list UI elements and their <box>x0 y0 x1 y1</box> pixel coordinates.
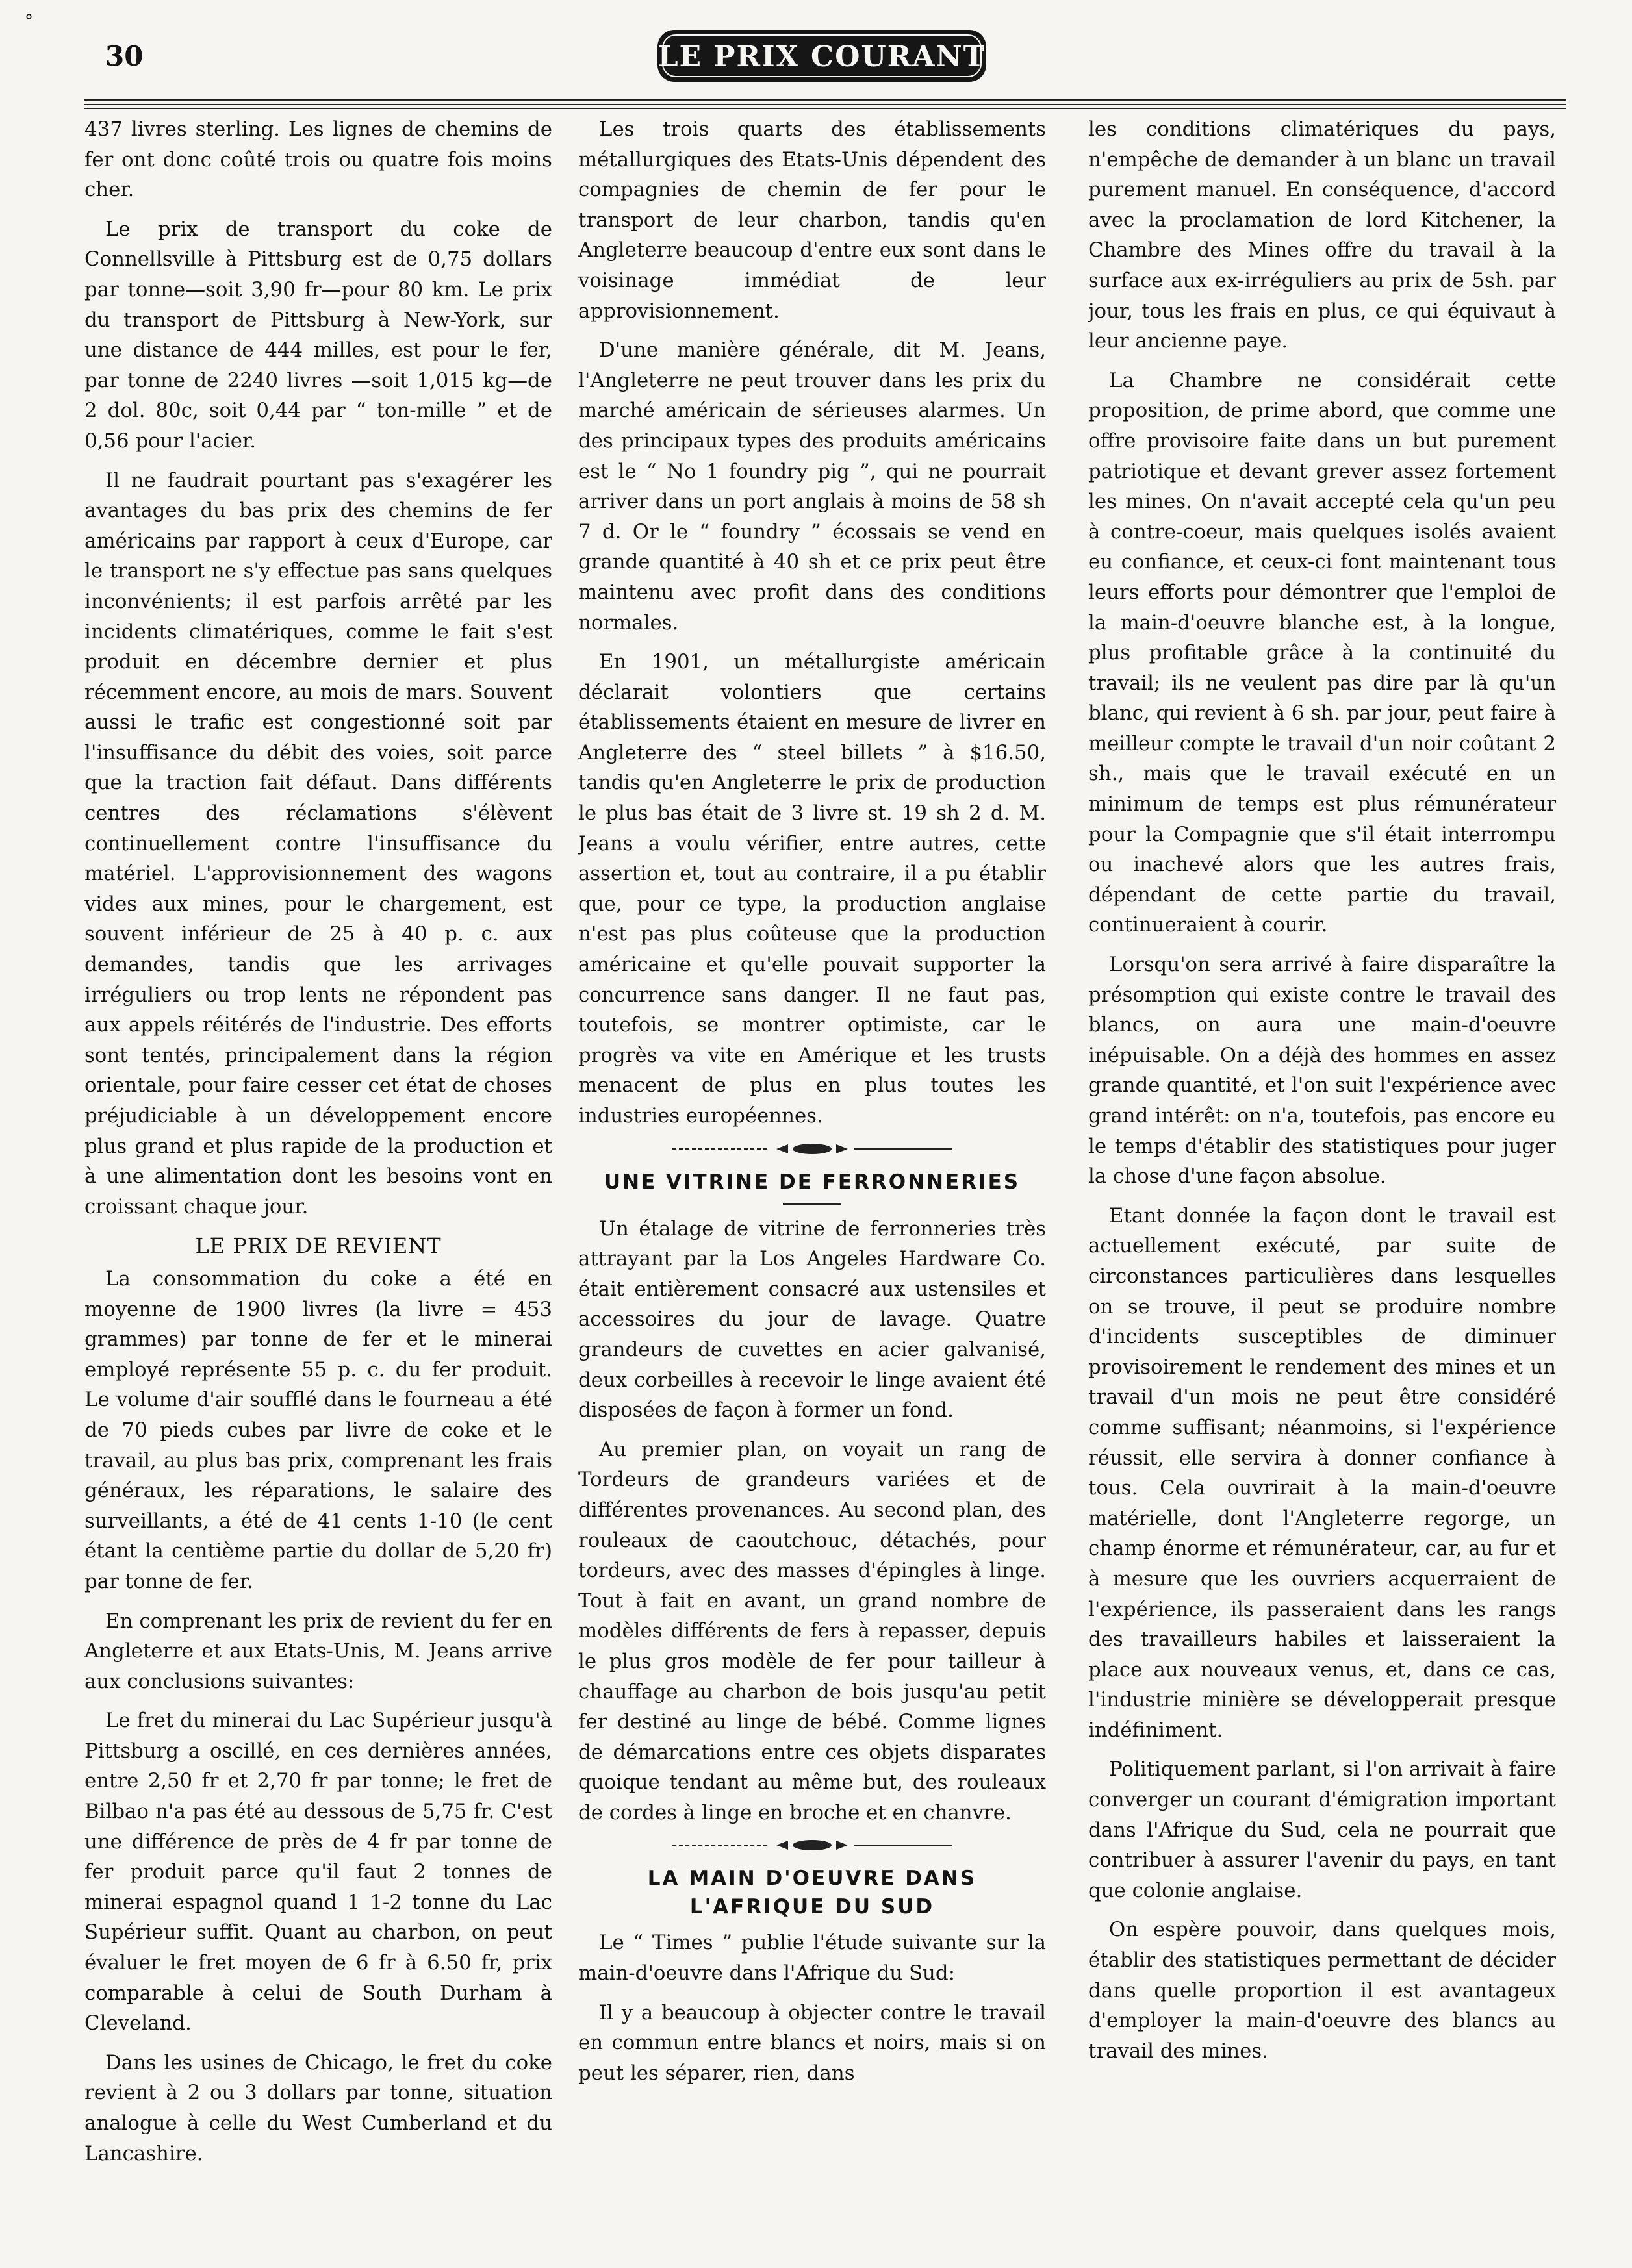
paragraph: les conditions climatériques du pays, n'empêche de demander à un blanc un travail purement manuel. En conséquence, d'accord avec la proclamation de lord Kitchener, la Chambre des Mines offre du travail à la surface aux ex-irréguliers au prix de 5sh. par jour, tous les frais en plus, ce qui équivaut à leur ancienne paye. <box>1088 118 1556 353</box>
masthead-text: LE PRIX COURANT <box>657 40 986 73</box>
heading-underline <box>783 1203 841 1205</box>
section-heading-vitrine: UNE VITRINE DE FERRONNERIES <box>604 1170 1021 1194</box>
paragraph: La consommation du coke a été en moyenne de 1900 livres (la livre = 453 grammes) par tonne de fer et le minerai employé représente 55 p. c. du fer produit. Le volume d'air soufflé dans le fourneau a été de 70 pieds cubes par livre de coke et le travail, au plus bas prix, comprenant les frais généraux, les réparations, le salaire des surveillants, a été de 41 cents 1-10 (le cent étant la centième partie du dollar de 5,20 fr) par tonne de fer. <box>84 1266 552 1593</box>
paragraph: En comprenant les prix de revient du fer en Angleterre et aux Etats-Unis, M. Jeans arrive aux conclusions suivantes: <box>84 1609 552 1693</box>
header-rule-bottom <box>84 108 1566 109</box>
column-2 <box>578 114 1046 2251</box>
paragraph: Dans les usines de Chicago, le fret du coke revient à 2 ou 3 dollars par tonne, situation analogue à celle du West Cumberland et du Lancashire. <box>84 2050 552 2165</box>
page-number: 30 <box>105 40 144 72</box>
corner-mark: ° <box>25 12 33 31</box>
paragraph: Il ne faudrait pourtant pas s'exagérer les avantages du bas prix des chemins de fer américains par rapport à ceux d'Europe, car le transport ne s'y effectue pas sans quelques inconvénients; il est parfois arrêté par les incidents climatériques, comme le fait s'est produit en décembre dernier et plus récemment encore, au mois de mars. Souvent aussi le trafic est congestionné soit par l'insuffisance du débit des voies, soit parce que la traction fait défaut. Dans différents centres des réclamations s'élèvent continuellement contre l'insuffisance du matériel. L'approvisionnement des wagons vides aux mines, pour le chargement, est souvent inférieur de 25 à 40 p. c. aux demandes, tandis que les arrivages irréguliers ou trop lents ne répondent pas aux appels réitérés de l'industrie. Des efforts sont tentés, principalement dans la région orientale, pour faire cesser cet état de choses préjudiciable à un développement encore plus grand et plus rapide de la production et à une alimentation dont les besoins vont en croissant chaque jour. <box>84 468 552 1218</box>
paragraph: D'une manière générale, dit M. Jeans, l'Angleterre ne peut trouver dans les prix du marché américain de sérieuses alarmes. Un des principaux types des produits américains est le “ No 1 foundry pig ”, qui ne pourrait arriver dans un port anglais à moins de 58 sh 7 d. Or le “ foundry ” écossais se vend en grande quantité à 40 sh et ce prix peut être maintenu avec profit dans des conditions normales. <box>578 338 1046 635</box>
column-1 <box>84 114 552 2251</box>
section-heading-main-doeuvre: LA MAIN D'OEUVRE DANS L'AFRIQUE DU SUD <box>647 1867 977 1919</box>
column-3 <box>1088 114 1556 2251</box>
subheading-prix-de-revient: LE PRIX DE REVIENT <box>195 1233 442 1259</box>
paragraph: Il y a beaucoup à objecter contre le travail en commun entre blancs et noirs, mais si on peut les séparer, rien, dans <box>578 2000 1046 2085</box>
paragraph: Le fret du minerai du Lac Supérieur jusqu'à Pittsburg a oscillé, en ces dernières années, entre 2,50 fr et 2,70 fr par tonne; le fret de Bilbao n'a pas été au dessous de 5,75 fr. C'est une différence de près de 4 fr par tonne de fer produit parce qu'il faut 2 tonnes de minerai espagnol quand 1 1-2 tonne du Lac Supérieur suffit. Quant au charbon, on peut évaluer le fret moyen de 6 fr à 6.50 fr, prix comparable à celui de South Durham à Cleveland. <box>84 1709 552 2035</box>
paragraph: Le “ Times ” publie l'étude suivante sur la main-d'oeuvre dans l'Afrique du Sud: <box>578 1931 1046 1985</box>
paragraph: Les trois quarts des établissements métallurgiques des Etats-Unis dépendent des compagnies de chemin de fer pour le transport de leur charbon, tandis qu'en Angleterre beaucoup d'entre eux sont dans le voisinage immédiat de leur approvisionnement. <box>578 118 1046 323</box>
paragraph: 437 livres sterling. Les lignes de chemins de fer ont donc coûté trois ou quatre fois moins cher. <box>84 118 552 202</box>
paragraph: La Chambre ne considérait cette proposition, de prime abord, que comme une offre provisoire faite dans un but purement patriotique et devant grever assez fortement les mines. On n'avait accepté cela qu'un peu à contre-coeur, mais quelques isolés avaient eu confiance, et ceux-ci font maintenant tous leurs efforts pour démontrer que l'emploi de la main-d'oeuvre blanche est, à la longue, plus profitable grâce à la continuité du travail; ils ne veulent pas dire par là qu'un blanc, qui revient à 6 sh. par jour, peut faire à meilleur compte le travail d'un noir coûtant 2 sh., mais que le travail exécuté en un minimum de temps est plus rémunérateur pour la Compagnie que s'il était interrompu ou inachevé alors que les autres frais, dépendant de cette partie du travail, continueraient à courir. <box>1088 368 1556 937</box>
header-rule-top <box>84 99 1566 101</box>
section-divider-ornament <box>672 1142 952 1156</box>
section-divider-ornament <box>672 1838 952 1852</box>
paragraph: Etant donnée la façon dont le travail est actuellement exécuté, par suite de circonstances particulières dans lesquelles on se trouve, il peut se produire nombre d'incidents susceptibles de diminuer provisoirement le rendement des mines et un travail d'un mois ne peut être considéré comme suffisant; néanmoins, si l'expérience réussit, elle servira à donner confiance à tous. Cela ouvrirait à la main-d'oeuvre matérielle, dont l'Angleterre regorge, un champ énorme et rémunérateur, car, au fur et à mesure que les ouvriers acquerraient de l'expérience, ils passeraient dans les rangs des travailleurs habiles et laisseraient la place aux nouveaux venus, et, dans ce cas, l'industrie minière se développerait presque indéfiniment. <box>1088 1203 1556 1742</box>
paragraph: Politiquement parlant, si l'on arrivait à faire converger un courant d'émigration important dans l'Afrique du Sud, cela ne pourrait que contribuer à assurer l'avenir du pays, en tant que colonie anglaise. <box>1088 1758 1556 1902</box>
paragraph: Au premier plan, on voyait un rang de Tordeurs de grandeurs variées et de différentes provenances. Au second plan, des rouleaux de caoutchouc, détachés, pour tordeurs, avec des masses d'épingles à linge. Tout à fait en avant, un grand nombre de modèles différents de fers à repasser, depuis le plus gros modèle de fer pour tailleur à chauffage au charbon de bois jusqu'au petit fer destiné au linge de bébé. Comme lignes de démarcations entre ces objets disparates quoique tendant au même but, des rouleaux de cordes à linge en broche et en chanvre. <box>578 1437 1046 1824</box>
paragraph: Lorsqu'on sera arrivé à faire disparaître la présomption qui existe contre le travail des blancs, on aura une main-d'oeuvre inépuisable. On a déjà des hommes en assez grande quantité, et l'on suit l'expérience avec grand intérêt: on n'a, toutefois, pas encore eu le temps d'établir des statistiques pour juger la chose d'une façon absolue. <box>1088 953 1556 1189</box>
header-rule-middle <box>84 104 1566 105</box>
paragraph: Le prix de transport du coke de Connellsville à Pittsburg est de 0,75 dollars par tonne—soit 3,90 fr—pour 80 km. Le prix du transport de Pittsburg à New-York, sur une distance de 444 milles, est pour le fer, par tonne de 2240 livres —soit 1,015 kg—de 2 dol. 80c, soit 0,44 par “ ton-mille ” et de 0,56 pour l'acier. <box>84 217 552 453</box>
paragraph: Un étalage de vitrine de ferronneries très attrayant par la Los Angeles Hardware Co. était entièrement consacré aux ustensiles et accessoires du jour de lavage. Quatre grandeurs de cuvettes en acier galvanisé, deux corbeilles à recevoir le linge avaient été disposées de façon à former un fond. <box>578 1216 1046 1422</box>
paragraph: On espère pouvoir, dans quelques mois, établir des statistiques permettant de décider dans quelle proportion il est avantageux d'employer la main-d'oeuvre des blancs au travail des mines. <box>1088 1918 1556 2063</box>
masthead-logo <box>656 26 988 86</box>
paragraph: En 1901, un métallurgiste américain déclarait volontiers que certains établissements étaient en mesure de livrer en Angleterre des “ steel billets ” à $16.50, tandis qu'en Angleterre le prix de production le plus bas était de 3 livre st. 19 sh 2 d. M. Jeans a voulu vérifier, entre autres, cette assertion et, tout au contraire, il a pu établir que, pour ce type, la production anglaise n'est pas plus coûteuse que la production américaine et qu'elle pouvait supporter la concurrence sans danger. Il ne faut pas, toutefois, se montrer optimiste, car le progrès va vite en Amérique et les trusts menacent de plus en plus toutes les industries européennes. <box>578 650 1046 1128</box>
